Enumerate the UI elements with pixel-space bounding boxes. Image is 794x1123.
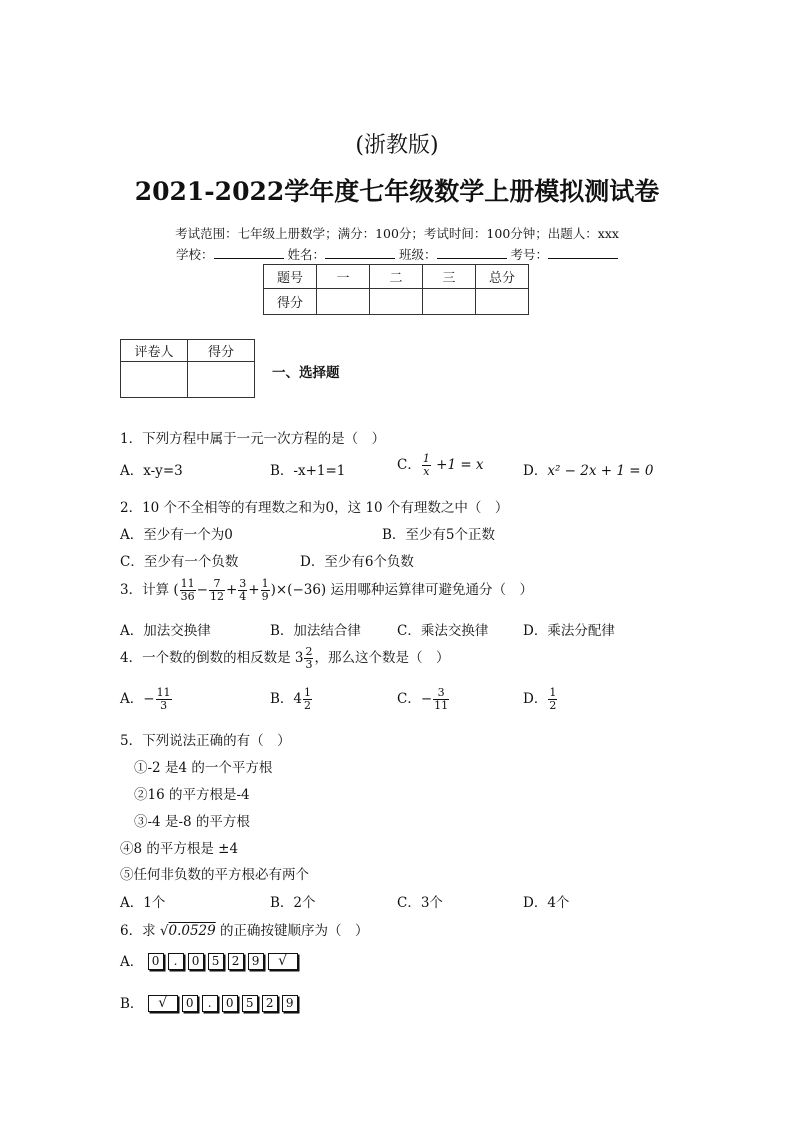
q5-option-a: A．1个 xyxy=(120,895,166,911)
score-header-cell: 总分 xyxy=(476,265,529,289)
grader-header-cell: 评卷人 xyxy=(121,340,188,362)
q4-a-label: A．− xyxy=(120,691,155,707)
numerator: 1 xyxy=(261,577,269,590)
q4-option-d xyxy=(523,687,558,712)
q4-prefix: 4．一个数的倒数的相反数是 3 xyxy=(120,650,304,666)
grader-cell xyxy=(188,362,255,398)
exam-info: 考试范围：七年级上册数学；满分：100分；考试时间：100分钟；出题人：xxx xyxy=(175,226,619,241)
q6-option-b xyxy=(120,992,298,1012)
calculator-key: 5 xyxy=(208,953,224,970)
operator: − xyxy=(196,582,208,598)
question-2-stem: 2．10 个不全相等的有理数之和为0，这 10 个有理数之中（ ） xyxy=(120,500,509,516)
q1-option-d xyxy=(523,459,653,479)
numerator: 11 xyxy=(156,686,171,699)
denominator: 36 xyxy=(180,590,195,603)
fraction xyxy=(433,687,449,712)
question-6-stem xyxy=(120,919,369,939)
fraction xyxy=(261,578,270,603)
class-label: 班级： xyxy=(398,247,437,262)
numerator: 1 xyxy=(304,686,312,699)
numerator: 2 xyxy=(305,645,313,658)
q3-prefix: 3．计算 ( xyxy=(120,582,179,598)
q3-option-c: C．乘法交换律 xyxy=(397,623,489,639)
q4-option-c xyxy=(397,687,450,712)
q3-option-d: D．乘法分配律 xyxy=(523,623,615,639)
q5-statement-2: ②16 的平方根是-4 xyxy=(134,787,250,803)
fraction xyxy=(304,646,313,671)
key-sequence xyxy=(148,953,298,970)
q4-tail: ，那么这个数是（ ） xyxy=(314,650,450,666)
q3-option-b: B．加法结合律 xyxy=(270,623,361,639)
calculator-key: 0 xyxy=(182,995,198,1012)
calculator-key: . xyxy=(202,995,218,1012)
q1-option-c xyxy=(397,453,484,478)
q6-option-a xyxy=(120,950,298,970)
q1-option-b: B．-x+1=1 xyxy=(270,463,346,479)
grader-table xyxy=(120,339,255,398)
q6-radicand: 0.0529 xyxy=(168,923,216,939)
question-3-stem xyxy=(120,578,533,603)
q2-option-c: C．至少有一个负数 xyxy=(120,554,239,570)
q4-c-label: C．− xyxy=(397,691,433,707)
q1-option-a: A．x-y=3 xyxy=(120,463,183,479)
q2-option-d: D．至少有6个负数 xyxy=(300,554,414,570)
question-5-stem: 5．下列说法正确的有（ ） xyxy=(120,733,291,749)
sqrt-key-icon: √ xyxy=(268,953,298,970)
q1-d-expr: x² − 2x + 1 = 0 xyxy=(547,463,654,479)
fraction xyxy=(156,687,172,712)
score-cell xyxy=(423,289,476,315)
numerator: 3 xyxy=(433,687,449,700)
score-header-cell: 题号 xyxy=(264,265,317,289)
key-sequence xyxy=(148,995,298,1012)
q1-d-label: D． xyxy=(523,463,548,479)
q5-statement-4: ④8 的平方根是 ±4 xyxy=(120,841,239,857)
score-header-cell: 一 xyxy=(317,265,370,289)
score-cell xyxy=(370,289,423,315)
calculator-key: . xyxy=(168,953,184,970)
score-table xyxy=(263,264,529,315)
q5-option-b: B．2个 xyxy=(270,895,316,911)
denominator: x xyxy=(423,465,430,478)
calculator-key: 9 xyxy=(282,995,298,1012)
q3-tail: )×(−36) 运用哪种运算律可避免通分（ ） xyxy=(270,582,533,598)
q2-option-b: B．至少有5个正数 xyxy=(382,527,496,543)
q4-b-label: B．4 xyxy=(270,691,303,707)
numerator: 7 xyxy=(209,578,225,591)
name-label: 姓名： xyxy=(287,247,325,262)
calculator-key: 2 xyxy=(228,953,244,970)
denominator: 3 xyxy=(305,658,313,671)
fraction xyxy=(238,578,247,603)
calculator-key: 0 xyxy=(222,995,238,1012)
q5-statement-3: ③-4 是-8 的平方根 xyxy=(134,814,250,830)
numerator: 1 xyxy=(422,452,430,465)
q5-option-d: D．4个 xyxy=(523,895,570,911)
exam-edition: (浙教版) xyxy=(355,133,439,158)
calculator-key: 9 xyxy=(248,953,264,970)
denominator: 2 xyxy=(304,699,312,712)
denominator: 2 xyxy=(549,699,557,712)
numerator: 3 xyxy=(239,577,247,590)
name-blank xyxy=(325,258,395,259)
calculator-key: 5 xyxy=(242,995,258,1012)
calculator-key: 2 xyxy=(262,995,278,1012)
denominator: 4 xyxy=(239,590,247,603)
q4-d-label: D． xyxy=(523,691,548,707)
calculator-key: 0 xyxy=(148,953,164,970)
score-row-label: 得分 xyxy=(264,289,317,315)
sqrt-key-icon: √ xyxy=(148,995,178,1012)
fraction xyxy=(303,687,312,712)
exam-no-blank xyxy=(548,258,618,259)
q6-tail: 的正确按键顺序为（ ） xyxy=(215,923,369,939)
q5-option-c: C．3个 xyxy=(397,895,443,911)
question-1-stem: 1．下列方程中属于一元一次方程的是（ ） xyxy=(120,431,386,447)
fraction xyxy=(209,578,225,603)
student-info-line xyxy=(0,245,794,263)
q4-option-b xyxy=(270,687,313,712)
denominator: 9 xyxy=(261,590,269,603)
q3-option-a: A．加法交换律 xyxy=(120,623,211,639)
q6-prefix: 6．求 √ xyxy=(120,923,169,939)
section-heading: 一、选择题 xyxy=(272,365,340,381)
numerator: 11 xyxy=(180,577,195,590)
q2-option-a: A．至少有一个为0 xyxy=(120,527,233,543)
q5-statement-5: ⑤任何非负数的平方根必有两个 xyxy=(120,867,309,883)
class-blank xyxy=(437,258,507,259)
fraction xyxy=(180,578,196,603)
numerator: 1 xyxy=(549,686,557,699)
grader-cell xyxy=(121,362,188,398)
calculator-key: 0 xyxy=(188,953,204,970)
operator: + xyxy=(248,582,260,598)
exam-title: 2021-2022学年度七年级数学上册模拟测试卷 xyxy=(134,177,660,206)
fraction xyxy=(422,453,431,478)
q1-c-label: C． xyxy=(397,457,421,473)
operator: + xyxy=(225,582,238,598)
question-4-stem xyxy=(120,646,449,671)
denominator: 12 xyxy=(209,590,224,603)
denominator: 11 xyxy=(434,699,449,712)
score-cell xyxy=(476,289,529,315)
exam-no-label: 考号： xyxy=(510,247,548,262)
q6-a-label: A． xyxy=(120,954,144,970)
score-cell xyxy=(317,289,370,315)
grader-header-cell: 得分 xyxy=(188,340,255,362)
school-blank xyxy=(214,258,284,259)
denominator: 3 xyxy=(160,699,168,712)
score-header-cell: 三 xyxy=(423,265,476,289)
score-header-cell: 二 xyxy=(370,265,423,289)
q6-b-label: B． xyxy=(120,996,144,1012)
school-label: 学校： xyxy=(175,247,214,262)
q4-option-a xyxy=(120,687,173,712)
q1-c-rest: +1 = x xyxy=(431,457,484,473)
q5-statement-1: ①-2 是4 的一个平方根 xyxy=(134,760,273,776)
fraction xyxy=(548,687,557,712)
